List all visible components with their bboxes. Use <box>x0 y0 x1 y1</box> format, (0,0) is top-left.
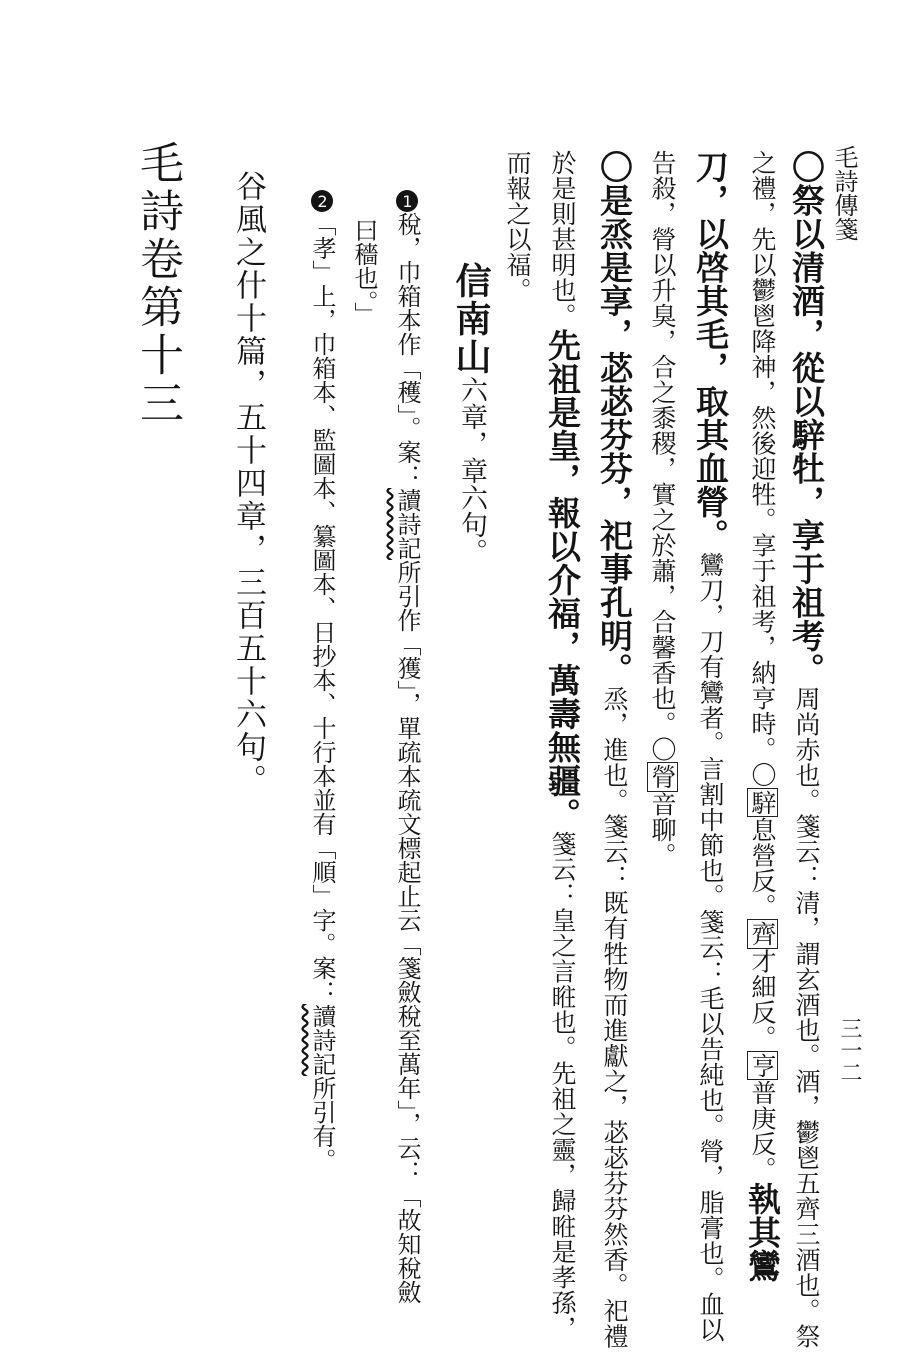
running-title: 毛詩傳箋 <box>830 145 858 241</box>
footnote-1: 1稅，巾箱本作「穫」。案：讀詩記所引作「獲」，單疏本疏文標起止云「箋斂稅至萬年」，云：「故知稅斂 <box>393 191 421 1304</box>
commentary-text: 周尚赤也。箋云：清，謂玄酒也。酒，鬱鬯五齊三酒也。祭 <box>792 686 821 1349</box>
text-column-7: 而報之以福。 <box>503 150 532 303</box>
text-column-4 <box>650 150 675 868</box>
page-number: 三一二 <box>837 1017 862 1083</box>
footnote-2: 2「孝」上，巾箱本、監圖本、纂圖本、日抄本、十行本並有「順」字。案：讀詩記所引有。 <box>308 191 336 1172</box>
commentary-text: 鸞刀，刀有鸞者。言割中節也。箋云：毛以告純也。膋，脂膏也。血以 <box>696 552 725 1343</box>
ode-name: 信南山 <box>450 262 492 376</box>
text-column-3 <box>691 150 730 1343</box>
verse-text: 執其鸞 <box>743 1182 782 1283</box>
commentary-text: 之禮，先以鬱鬯降神，然後迎牲。享于祖考，納亨時。〇騂息營反。齊才細反。亨普庚反。 <box>748 150 777 1182</box>
ode-title <box>450 262 492 565</box>
section-summary: 谷風之什十篇，五十四章，三百五十六句。 <box>230 170 266 797</box>
verse-text: 刀，以啓其毛，取其血膋。 <box>691 150 730 552</box>
text-column-1 <box>787 150 826 1349</box>
volume-end-title: 毛詩卷第十三 <box>132 140 183 428</box>
text-column-5 <box>595 150 634 1349</box>
text-column-2 <box>743 150 782 1283</box>
commentary-text: 告殺，膋以升臭，合之黍稷，實之於蕭，合馨香也。〇膋音聊。 <box>648 150 677 868</box>
verse-text: 〇祭以清酒，從以騂牡，享于祖考。 <box>787 150 826 686</box>
commentary-text: 箋云：皇之言暀也。先祖之靈，歸暀是孝孫， <box>548 831 577 1341</box>
text-column-6 <box>543 150 582 1341</box>
verse-text: 〇是烝是享，苾苾芬芬，祀事孔明。 <box>595 150 634 686</box>
commentary-text: 於是則甚明也。 <box>548 150 577 329</box>
ode-meta: 六章，章六句。 <box>456 376 487 565</box>
footnote-1-cont: 曰穡也。」 <box>350 218 378 326</box>
commentary-text: 烝，進也。箋云：既有牲物而進獻之，苾苾芬芬然香。祀禮 <box>600 686 629 1349</box>
footnote-mark-2: 2 <box>313 191 332 211</box>
verse-text: 先祖是皇，報以介福，萬壽無疆。 <box>543 328 582 831</box>
footnote-mark-1: 1 <box>398 191 417 211</box>
